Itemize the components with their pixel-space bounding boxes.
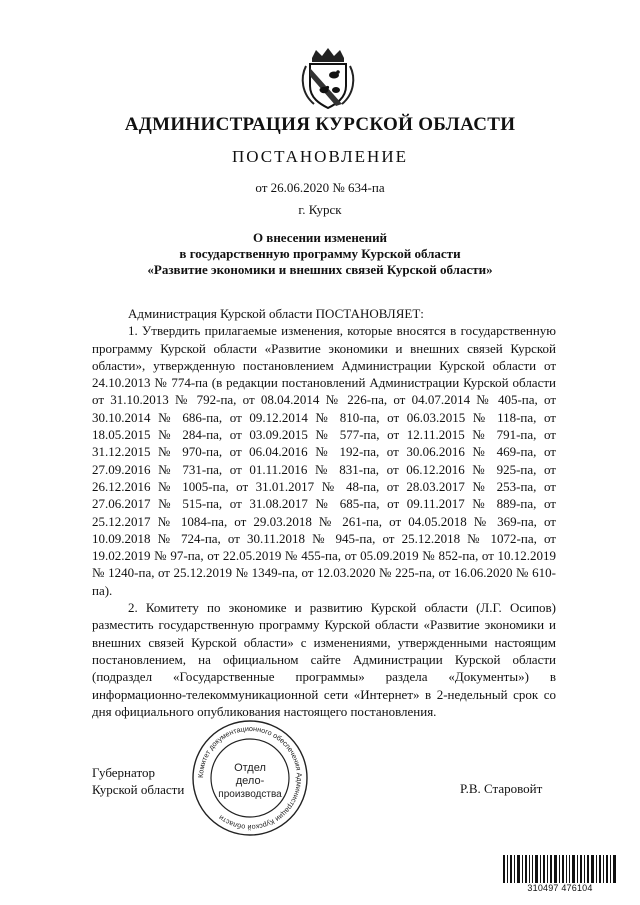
signatory-title-line-2: Курской области <box>92 782 185 797</box>
document-number: от 26.06.2020 № 634-па <box>255 180 385 195</box>
office-stamp <box>190 718 310 838</box>
signatory-title-line-1: Губернатор <box>92 765 155 780</box>
subject-line-2: в государственную программу Курской области <box>179 246 461 261</box>
body-paragraph-1: 1. Утвердить прилагаемые изменения, которые вносятся в государственную программу Курской области «Развитие экономики и внешних связей Курской области», утвержденную постановлением Администрации Курской области от 24.10.2013 № 774-па (в редакции постановлений Администрации Курской области от 31.10.2013 № 792-па, от 08.04.2014 № 226-па, от 04.07.2014 № 405-па, от 30.10.2014 № 686-па, от 09.12.2014 № 810-па, от 06.03.2015 № 118-па, от 18.05.2015 № 284-па, от 03.09.2015 № 577-па, от 12.11.2015 № 791-па, от 31.12.2015 № 970-па, от 06.04.2016 № 192-па, от 30.06.2016 № 469-па, от 27.09.2016 № 731-па, от 01.11.2016 № 831-па, от 06.12.2016 № 925-па, от 26.12.2016 № 1005-па, от 31.01.2017 № 48-па, от 28.03.2017 № 253-па, от 27.06.2017 № 515-па, от 31.08.2017 № 685-па, от 09.11.2017 № 889-па, от 25.12.2017 № 1084-па, от 29.03.2018 № 261-па, от 04.05.2018 № 369-па, от 10.09.2018 № 724-па, от 30.11.2018 № 945-па, от 25.12.2018 № 1072-па, от 19.02.2019 № 97-па, от 22.05.2019 № 455-па, от 05.09.2019 № 852-па, от 10.12.2019 № 1240-па, от 25.12.2019 № 1349-па, от 12.03.2020 № 225-па, от 16.06.2020 № 610-па). <box>92 323 556 598</box>
body-intro: Администрация Курской области ПОСТАНОВЛЯЕТ: <box>128 306 424 321</box>
organization-name: АДМИНИСТРАЦИЯ КУРСКОЙ ОБЛАСТИ <box>124 114 516 135</box>
document-subject <box>0 230 640 278</box>
subject-line-1: О внесении изменений <box>252 230 388 245</box>
document-body <box>92 305 556 720</box>
document-type: ПОСТАНОВЛЕНИЕ <box>231 147 408 166</box>
subject-line-3: «Развитие экономики и внешних связей Курской области» <box>147 262 493 277</box>
signatory-title <box>92 764 184 798</box>
stamp-ring-text: Комитет документационного обеспечения Администрации Курской области <box>195 723 305 833</box>
barcode-number: 310497 476104 <box>503 883 617 893</box>
stamp-center-line-1: Отдел <box>234 762 266 774</box>
body-paragraph-2: 2. Комитету по экономике и развитию Курской области (Л.Г. Осипов) разместить государственную программу Курской области «Развитие экономики и внешних связей Курской области» с изменениями, утвержденными настоящим постановлением, на официальном сайте Администрации Курской области (подраздел «Государственные программы» раздела «Документы») в информационно-телекоммуникационной сети «Интернет» в 2-недельный срок со дня официального опубликования настоящего постановления. <box>92 600 556 719</box>
stamp-center-line-2: дело- <box>235 775 265 787</box>
kursk-coat-of-arms-icon <box>296 46 360 110</box>
signatory-name: Р.В. Старовойт <box>460 781 543 796</box>
stamp-center-line-3: производства <box>218 789 282 800</box>
document-city: г. Курск <box>298 202 342 217</box>
